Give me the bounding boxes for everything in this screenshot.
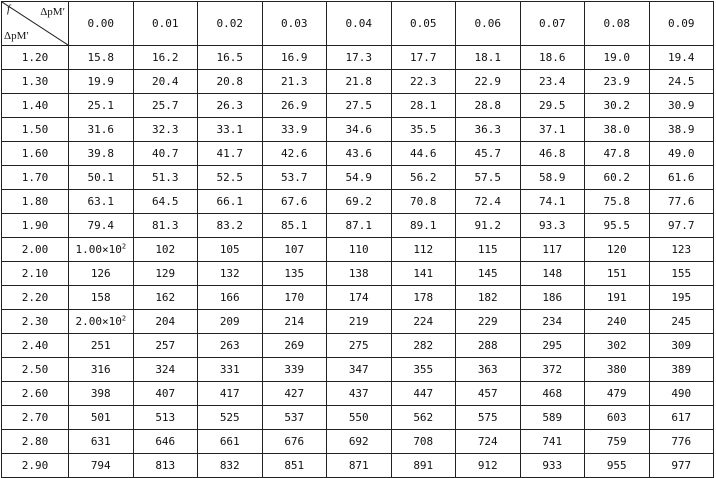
lookup-table: [1, 1, 714, 478]
table-cell: 170: [262, 286, 327, 310]
table-row: [2, 382, 714, 406]
table-cell: 31.6: [69, 118, 134, 142]
column-header: 0.04: [327, 2, 392, 46]
table-cell: 69.2: [327, 190, 392, 214]
table-cell: 75.8: [585, 190, 650, 214]
table-cell: 229: [456, 310, 521, 334]
table-cell: 490: [649, 382, 714, 406]
column-header: 0.07: [520, 2, 585, 46]
table-cell: 19.4: [649, 46, 714, 70]
table-cell: 479: [585, 382, 650, 406]
table-cell: 525: [198, 406, 263, 430]
table-cell: 52.5: [198, 166, 263, 190]
table-cell: 195: [649, 286, 714, 310]
table-cell: 776: [649, 430, 714, 454]
table-cell: 135: [262, 262, 327, 286]
table-cell: 141: [391, 262, 456, 286]
table-cell: 20.8: [198, 70, 263, 94]
table-row: [2, 70, 714, 94]
table-cell: 355: [391, 358, 456, 382]
table-cell: 29.5: [520, 94, 585, 118]
table-cell: 97.7: [649, 214, 714, 238]
table-cell: 21.8: [327, 70, 392, 94]
table-cell: 309: [649, 334, 714, 358]
row-header: 1.50: [2, 118, 69, 142]
table-cell: 155: [649, 262, 714, 286]
table-cell: 129: [133, 262, 198, 286]
table-cell: 38.9: [649, 118, 714, 142]
table-cell: 288: [456, 334, 521, 358]
table-cell: 363: [456, 358, 521, 382]
table-cell: 60.2: [585, 166, 650, 190]
table-cell: 955: [585, 454, 650, 478]
table-cell: 102: [133, 238, 198, 262]
row-header: 1.60: [2, 142, 69, 166]
column-header: 0.05: [391, 2, 456, 46]
table-cell: 257: [133, 334, 198, 358]
row-header: 2.50: [2, 358, 69, 382]
table-cell: 72.4: [456, 190, 521, 214]
row-header: 1.90: [2, 214, 69, 238]
table-cell: 537: [262, 406, 327, 430]
table-cell: 191: [585, 286, 650, 310]
table-cell: 417: [198, 382, 263, 406]
table-cell: 83.2: [198, 214, 263, 238]
table-cell: 91.2: [456, 214, 521, 238]
table-cell: 23.4: [520, 70, 585, 94]
table-cell: 36.3: [456, 118, 521, 142]
table-cell: 38.0: [585, 118, 650, 142]
table-row: [2, 454, 714, 478]
table-cell: 708: [391, 430, 456, 454]
table-cell: 263: [198, 334, 263, 358]
table-cell: 501: [69, 406, 134, 430]
table-cell: 39.8: [69, 142, 134, 166]
table-cell: 912: [456, 454, 521, 478]
table-cell: 240: [585, 310, 650, 334]
table-cell: 23.9: [585, 70, 650, 94]
table-cell: 61.6: [649, 166, 714, 190]
table-row: [2, 262, 714, 286]
table-cell: 44.6: [391, 142, 456, 166]
row-header: 1.30: [2, 70, 69, 94]
table-cell: 47.8: [585, 142, 650, 166]
row-header: 2.10: [2, 262, 69, 286]
table-row: [2, 430, 714, 454]
table-cell: 87.1: [327, 214, 392, 238]
column-header: 0.03: [262, 2, 327, 46]
table-cell: 182: [456, 286, 521, 310]
table-cell: 46.8: [520, 142, 585, 166]
table-cell: 25.7: [133, 94, 198, 118]
table-cell: 282: [391, 334, 456, 358]
table-cell: 120: [585, 238, 650, 262]
table-cell: 891: [391, 454, 456, 478]
table-cell: 34.6: [327, 118, 392, 142]
table-row: [2, 46, 714, 70]
table-cell: 389: [649, 358, 714, 382]
table-row: [2, 358, 714, 382]
table-cell: 302: [585, 334, 650, 358]
corner-bottom-label: ΔpM′: [4, 30, 29, 42]
table-cell: 398: [69, 382, 134, 406]
table-cell: 77.6: [649, 190, 714, 214]
table-cell: 166: [198, 286, 263, 310]
table-cell: 30.9: [649, 94, 714, 118]
table-cell: 794: [69, 454, 134, 478]
row-header: 2.90: [2, 454, 69, 478]
table-cell: 427: [262, 382, 327, 406]
table-cell: 324: [133, 358, 198, 382]
table-cell: 468: [520, 382, 585, 406]
table-cell: 603: [585, 406, 650, 430]
table-cell: 148: [520, 262, 585, 286]
table-cell: 17.7: [391, 46, 456, 70]
row-header: 1.70: [2, 166, 69, 190]
table-cell: 81.3: [133, 214, 198, 238]
table-cell: 178: [391, 286, 456, 310]
row-header: 2.40: [2, 334, 69, 358]
table-row: [2, 190, 714, 214]
table-cell: 186: [520, 286, 585, 310]
table-cell: 138: [327, 262, 392, 286]
table-cell: 112: [391, 238, 456, 262]
table-cell: 115: [456, 238, 521, 262]
column-header: 0.00: [69, 2, 134, 46]
table-cell: 42.6: [262, 142, 327, 166]
table-cell: 437: [327, 382, 392, 406]
column-header: 0.06: [456, 2, 521, 46]
table-cell: 214: [262, 310, 327, 334]
table-cell: 28.8: [456, 94, 521, 118]
table-cell: 759: [585, 430, 650, 454]
table-cell: 18.1: [456, 46, 521, 70]
table-cell: 33.1: [198, 118, 263, 142]
corner-top-label: ΔpM′: [40, 6, 65, 18]
table-cell: 676: [262, 430, 327, 454]
row-header: 2.80: [2, 430, 69, 454]
table-row: [2, 142, 714, 166]
table-cell: 26.9: [262, 94, 327, 118]
table-cell: 117: [520, 238, 585, 262]
table-cell: 126: [69, 262, 134, 286]
table-cell: 209: [198, 310, 263, 334]
table-cell: 51.3: [133, 166, 198, 190]
row-header: 2.70: [2, 406, 69, 430]
corner-symbol: f: [7, 3, 11, 15]
table-cell: 110: [327, 238, 392, 262]
table-cell: 174: [327, 286, 392, 310]
table-cell: 151: [585, 262, 650, 286]
table-cell: 245: [649, 310, 714, 334]
table-cell: 251: [69, 334, 134, 358]
table-cell: 105: [198, 238, 263, 262]
table-cell: 18.6: [520, 46, 585, 70]
table-cell: 40.7: [133, 142, 198, 166]
table-cell: 741: [520, 430, 585, 454]
table-cell: 331: [198, 358, 263, 382]
table-cell: 316: [69, 358, 134, 382]
table-cell: 295: [520, 334, 585, 358]
table-cell: 107: [262, 238, 327, 262]
table-cell: 269: [262, 334, 327, 358]
table-cell: 26.3: [198, 94, 263, 118]
table-row: [2, 334, 714, 358]
table-cell: 724: [456, 430, 521, 454]
table-cell: 19.0: [585, 46, 650, 70]
table-cell: 16.9: [262, 46, 327, 70]
table-cell: 661: [198, 430, 263, 454]
table-cell: 339: [262, 358, 327, 382]
table-cell: 93.3: [520, 214, 585, 238]
table-cell: 24.5: [649, 70, 714, 94]
table-cell: 53.7: [262, 166, 327, 190]
table-cell: 219: [327, 310, 392, 334]
column-header: 0.08: [585, 2, 650, 46]
table-cell: 123: [649, 238, 714, 262]
table-cell: 550: [327, 406, 392, 430]
table-cell: 85.1: [262, 214, 327, 238]
table-cell: 45.7: [456, 142, 521, 166]
table-cell: 977: [649, 454, 714, 478]
table-cell: 17.3: [327, 46, 392, 70]
table-cell: 21.3: [262, 70, 327, 94]
table-cell: 43.6: [327, 142, 392, 166]
column-header: 0.02: [198, 2, 263, 46]
table-cell: 646: [133, 430, 198, 454]
table-cell: 224: [391, 310, 456, 334]
table-row: [2, 94, 714, 118]
table-row: [2, 286, 714, 310]
table-cell: 57.5: [456, 166, 521, 190]
row-header: 2.00: [2, 238, 69, 262]
table-cell: 70.8: [391, 190, 456, 214]
table-cell: 275: [327, 334, 392, 358]
table-cell: 22.9: [456, 70, 521, 94]
table-row: [2, 310, 714, 334]
table-cell: 513: [133, 406, 198, 430]
table-cell: 19.9: [69, 70, 134, 94]
table-cell: 158: [69, 286, 134, 310]
table-cell: 49.0: [649, 142, 714, 166]
table-cell: 58.9: [520, 166, 585, 190]
table-cell: 234: [520, 310, 585, 334]
table-row: [2, 406, 714, 430]
table-row: [2, 238, 714, 262]
row-header: 2.20: [2, 286, 69, 310]
row-header: 2.60: [2, 382, 69, 406]
table-cell: 67.6: [262, 190, 327, 214]
table-cell: 589: [520, 406, 585, 430]
table-row: [2, 118, 714, 142]
table-cell: 35.5: [391, 118, 456, 142]
table-cell: 66.1: [198, 190, 263, 214]
row-header: 1.80: [2, 190, 69, 214]
table-cell: 32.3: [133, 118, 198, 142]
column-header: 0.09: [649, 2, 714, 46]
table-cell: 347: [327, 358, 392, 382]
table-cell: 33.9: [262, 118, 327, 142]
column-header: 0.01: [133, 2, 198, 46]
table-row: [2, 166, 714, 190]
table-cell: 22.3: [391, 70, 456, 94]
table-cell: 832: [198, 454, 263, 478]
table-cell: 145: [456, 262, 521, 286]
table-cell: 871: [327, 454, 392, 478]
table-cell: 79.4: [69, 214, 134, 238]
table-cell: 132: [198, 262, 263, 286]
table-cell: 562: [391, 406, 456, 430]
table-cell: 63.1: [69, 190, 134, 214]
table-cell: 407: [133, 382, 198, 406]
table-cell: 28.1: [391, 94, 456, 118]
table-cell: 851: [262, 454, 327, 478]
table-cell: 575: [456, 406, 521, 430]
table-cell: 30.2: [585, 94, 650, 118]
table-cell: 692: [327, 430, 392, 454]
table-cell: 56.2: [391, 166, 456, 190]
row-header: 1.20: [2, 46, 69, 70]
table-cell: 447: [391, 382, 456, 406]
table-cell: 380: [585, 358, 650, 382]
table-cell: 54.9: [327, 166, 392, 190]
table-cell: 372: [520, 358, 585, 382]
table-cell: 15.8: [69, 46, 134, 70]
table-cell: 204: [133, 310, 198, 334]
table-cell: 27.5: [327, 94, 392, 118]
table-cell: 74.1: [520, 190, 585, 214]
table-cell: 813: [133, 454, 198, 478]
table-cell: $2.00\times 10^2$: [69, 310, 134, 334]
table-cell: 16.2: [133, 46, 198, 70]
table-cell: $1.00\times 10^2$: [69, 238, 134, 262]
table-cell: 89.1: [391, 214, 456, 238]
row-header: 2.30: [2, 310, 69, 334]
table-cell: 25.1: [69, 94, 134, 118]
table-cell: 50.1: [69, 166, 134, 190]
table-cell: 20.4: [133, 70, 198, 94]
table-cell: 64.5: [133, 190, 198, 214]
table-body: [2, 46, 714, 478]
table-cell: 41.7: [198, 142, 263, 166]
row-header: 1.40: [2, 94, 69, 118]
header-row: [2, 2, 714, 46]
table-cell: 457: [456, 382, 521, 406]
table-cell: 933: [520, 454, 585, 478]
table-row: [2, 214, 714, 238]
table-cell: 37.1: [520, 118, 585, 142]
table-cell: 631: [69, 430, 134, 454]
table-cell: 16.5: [198, 46, 263, 70]
corner-cell: [2, 2, 69, 46]
table-cell: 95.5: [585, 214, 650, 238]
table-cell: 617: [649, 406, 714, 430]
table-cell: 162: [133, 286, 198, 310]
